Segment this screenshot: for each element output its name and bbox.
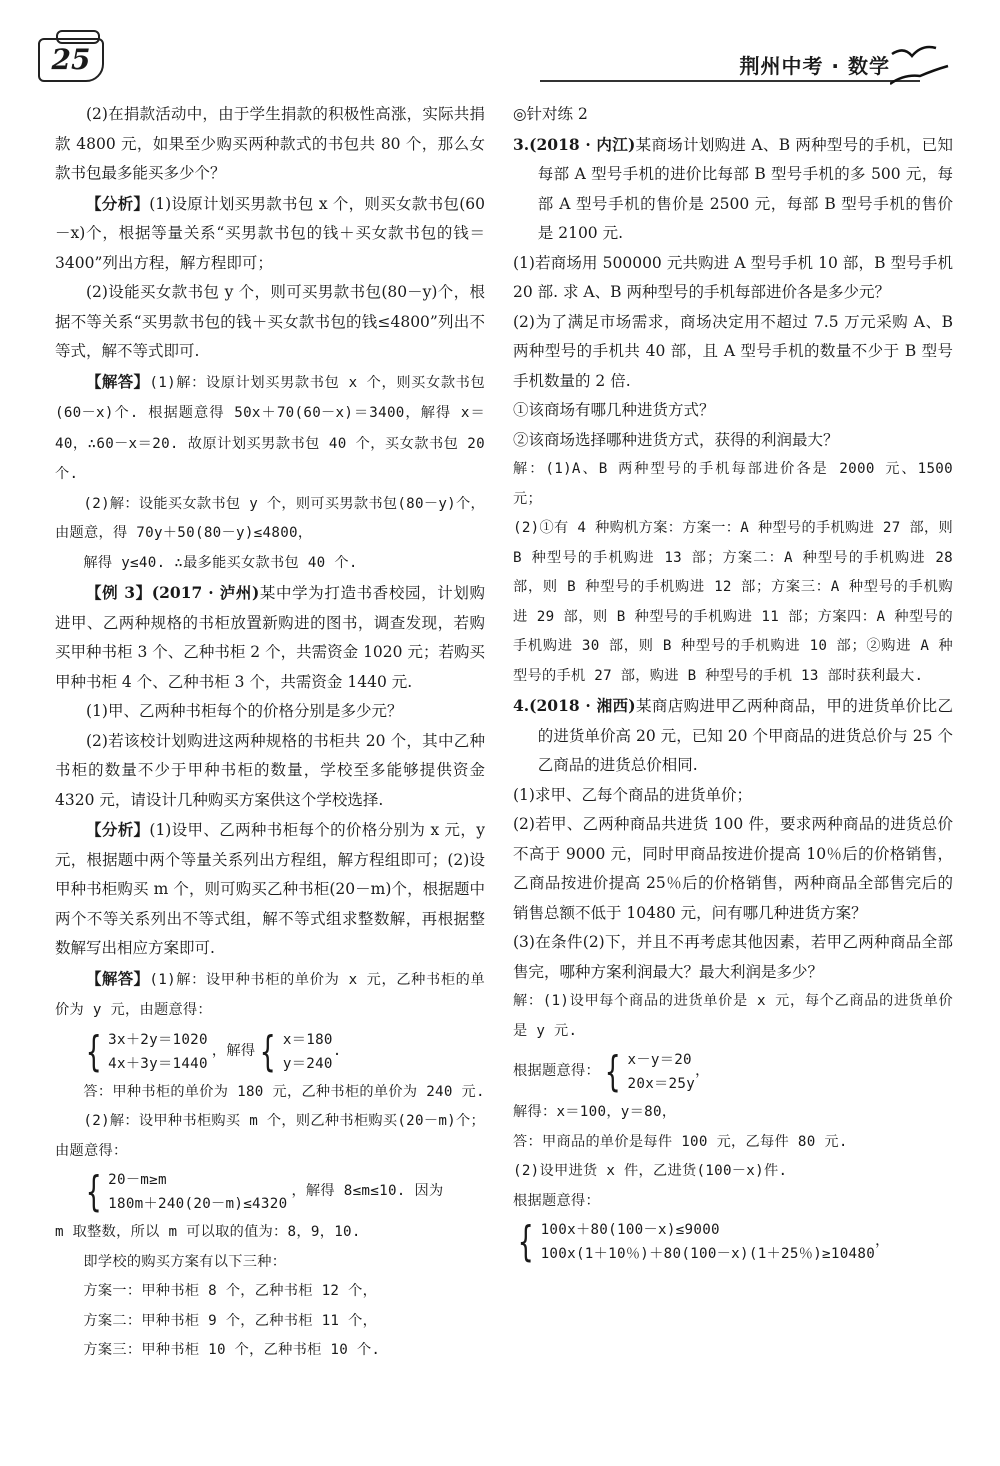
practice-heading: ◎针对练 2 [513,105,588,123]
analysis-tag: 【分析】 [86,193,150,213]
example-3: 【例 3】(2017 · 泸州)某中学为打造书香校园，计划购进甲、乙两种规格的书柜放置新购进的图书，调查发现，若购买甲种书柜 3 个、乙种书柜 2 个，共需资金 1020 元；若购买甲种书柜 4 个、乙种书柜 3 个，共需资金 1440 元. [55,583,485,691]
analysis-2: (2)设能买女款书包 y 个，则可买男款书包(80－y)个，根据不等关系“买男款书包的钱＋买女款书包的钱≤4800”列出不等式，解不等式即可. [55,283,485,360]
question-4-tag: 4.(2018 · 湘西) [513,696,636,715]
answer-4-values: m 取整数，所以 m 可以取的值为：8，9，10. [55,1224,361,1240]
question-4-answer-2: (2)设甲进货 x 件，乙进货(100－x)件. [513,1163,788,1179]
book-title: 荆州中考 · 数学 [739,54,890,78]
question-3-sub-2: ②该商场选择哪种进货方式，获得的利润最大？ [513,430,839,449]
question-part-2: (2)在捐款活动中，由于学生捐款的积极性高涨，实际共捐款 4800 元，如果至少购买两种款式的书包共 80 个，那么女款书包最多能买多少个？ [55,105,485,182]
question-4-solution: 解得：x＝100，y＝80， [513,1104,677,1120]
question-4: 4.(2018 · 湘西)某商店购进甲乙两种商品，甲的进货单价比乙的进货单价高 20 元，已知 20 个甲商品的进货总价与 25 个乙商品的进货总价相同. [513,696,953,774]
example-3-q2: (2)若该校计划购进这两种规格的书柜共 20 个，其中乙种书柜的数量不少于甲种书柜的数量，学校至多能够提供资金 4320 元，请设计几种购买方案供这个学校选择. [55,731,485,809]
answer-tag: 【解答】 [86,968,150,988]
left-column [55,100,485,1366]
answer-2-result: 解得 y≤40. ∴最多能买女款书包 40 个. [83,554,358,571]
answer-tag: 【解答】 [86,371,150,391]
question-3-part-1: (1)若商场用 500000 元共购进 A 型号手机 10 部，B 型号手机 20 部. 求 A、B 两种型号的手机每部进价各是多少元？ [513,253,953,301]
question-3: 3.(2018 · 内江)某商场计划购进 A、B 两种型号的手机，已知每部 A 型号手机的进价比每部 B 型号手机的多 500 元，每部 A 型号手机的售价是 2500 元，每部 B 型号手机的售价是 2100 元. [513,134,953,242]
answer-3: 【解答】(1)解：设甲种书柜的单价为 x 元，乙种书柜的单价为 y 元，由题意得： [55,968,485,1018]
plan-2: 方案二：甲种书柜 9 个，乙种书柜 11 个， [83,1312,378,1329]
equation-system-2: 根据题意得： { x－y＝20 20x＝25y ， [513,1047,710,1096]
page-header [0,0,1000,100]
page-number: 25 [38,38,104,82]
question-3-answer-2: (2)①有 4 种购机方案：方案一：A 种型号的手机购进 27 部，则 B 种型号的手机购进 13 部；方案二：A 种型号的手机购进 28 部，则 B 种型号的手机购进 12 部；方案三：A 种型号的手机购进 29 部，则 B 种型号的手机购进 11 部；方案四：A 种型号的手机购进 30 部，则 B 种型号的手机购进 10 部；②购进 A 种型号的手机 27 部，购进 B 种型号的手机 13 部时获利最大. [513,520,953,684]
birds-icon [890,40,950,90]
answer-3-conclusion: 答：甲种书柜的单价为 180 元，乙种书柜的单价为 240 元. [83,1083,485,1100]
equation-system-1: { 3x＋2y＝1020 4x＋3y＝1440 ，解得 { x＝180 y＝240 . [85,1026,342,1076]
question-4-conclusion: 答：甲商品的单价是每件 100 元，乙每件 80 元. [513,1133,848,1150]
question-3-answer-1: 解：(1)A、B 两种型号的手机每部进价各是 2000 元、1500 元； [513,461,953,507]
example-3-tag: 【例 3】(2017 · 泸州) [86,583,260,602]
analysis-3: 【分析】(1)设甲、乙两种书柜每个的价格分别为 x 元，y 元，根据题中两个等量关系列出方程组，解方程组即可；(2)设甲种书柜购买 m 个，则可购买乙种书柜(20－m)个，根据题中两个不等关系列出不等式组，解不等式组求整数解，再根据整数解写出相应方案即可. [55,820,485,957]
header-divider [540,80,920,82]
question-4-part-1: (1)求甲、乙每个商品的进货单价； [513,785,752,804]
answer-4: (2)解：设甲种书柜购买 m 个，则乙种书柜购买(20－m)个；由题意得： [55,1113,485,1159]
question-3-sub-1: ①该商场有哪几种进货方式？ [513,401,715,419]
right-column [513,100,953,1268]
question-4-part-2: (2)若甲、乙两种商品共进货 100 件，要求两种商品的进货总价不高于 9000 元，同时甲商品按进价提高 10％后的价格销售，乙商品按进价提高 25％后的价格销售，两种商品全部售完后的销售总额不低于 10480 元，问有哪几种进货方案？ [513,815,953,922]
answer-2: (2)解：设能买女款书包 y 个，则可买男款书包(80－y)个，由题意，得 70y＋50(80－y)≤4800， [55,495,485,541]
question-3-tag: 3.(2018 · 内江) [513,134,636,154]
example-3-q1: (1)甲、乙两种书柜每个的价格分别是多少元？ [86,702,403,720]
question-4-answer-1: 解：(1)设甲每个商品的进货单价是 x 元，每个乙商品的进货单价是 y 元. [513,993,953,1039]
question-3-part-2: (2)为了满足市场需求，商场决定用不超过 7.5 万元采购 A、B 两种型号的手机共 40 部，且 A 型号手机的数量不少于 B 型号手机数量的 2 倍. [513,312,953,390]
analysis-1: 【分析】(1)设原计划买男款书包 x 个，则买女款书包(60－x)个，根据等量关系“买男款书包的钱＋买女款书包的钱＝3400”列出方程，解方程即可； [55,193,485,272]
analysis-tag: 【分析】 [86,820,150,839]
plan-1: 方案一：甲种书柜 8 个，乙种书柜 12 个， [83,1283,378,1299]
question-4-setup: 根据题意得： [513,1192,600,1209]
question-4-part-3: (3)在条件(2)下，并且不再考虑其他因素，若甲乙两种商品全部售完，哪种方案利润最大？最大利润是多少？ [513,933,953,981]
plan-3: 方案三：甲种书柜 10 个，乙种书柜 10 个. [83,1342,381,1358]
inequality-system-2: { 100x＋80(100－x)≤9000 100x(1＋10％)＋80(100－x)(1＋25％)≥10480 ， [518,1217,890,1266]
inequality-system-1: { 20－m≥m 180m＋240(20－m)≤4320 ，解得 8≤m≤10. 因为 [85,1167,444,1216]
answer-1: 【解答】(1)解：设原计划买男款书包 x 个，则买女款书包(60－x)个. 根据题意得 50x＋70(60－x)＝3400，解得 x＝40，∴60－x＝20. 故原计划买男款书包 40 个，买女款书包 20 个. [55,371,485,482]
plans-intro: 即学校的购买方案有以下三种： [83,1253,287,1270]
